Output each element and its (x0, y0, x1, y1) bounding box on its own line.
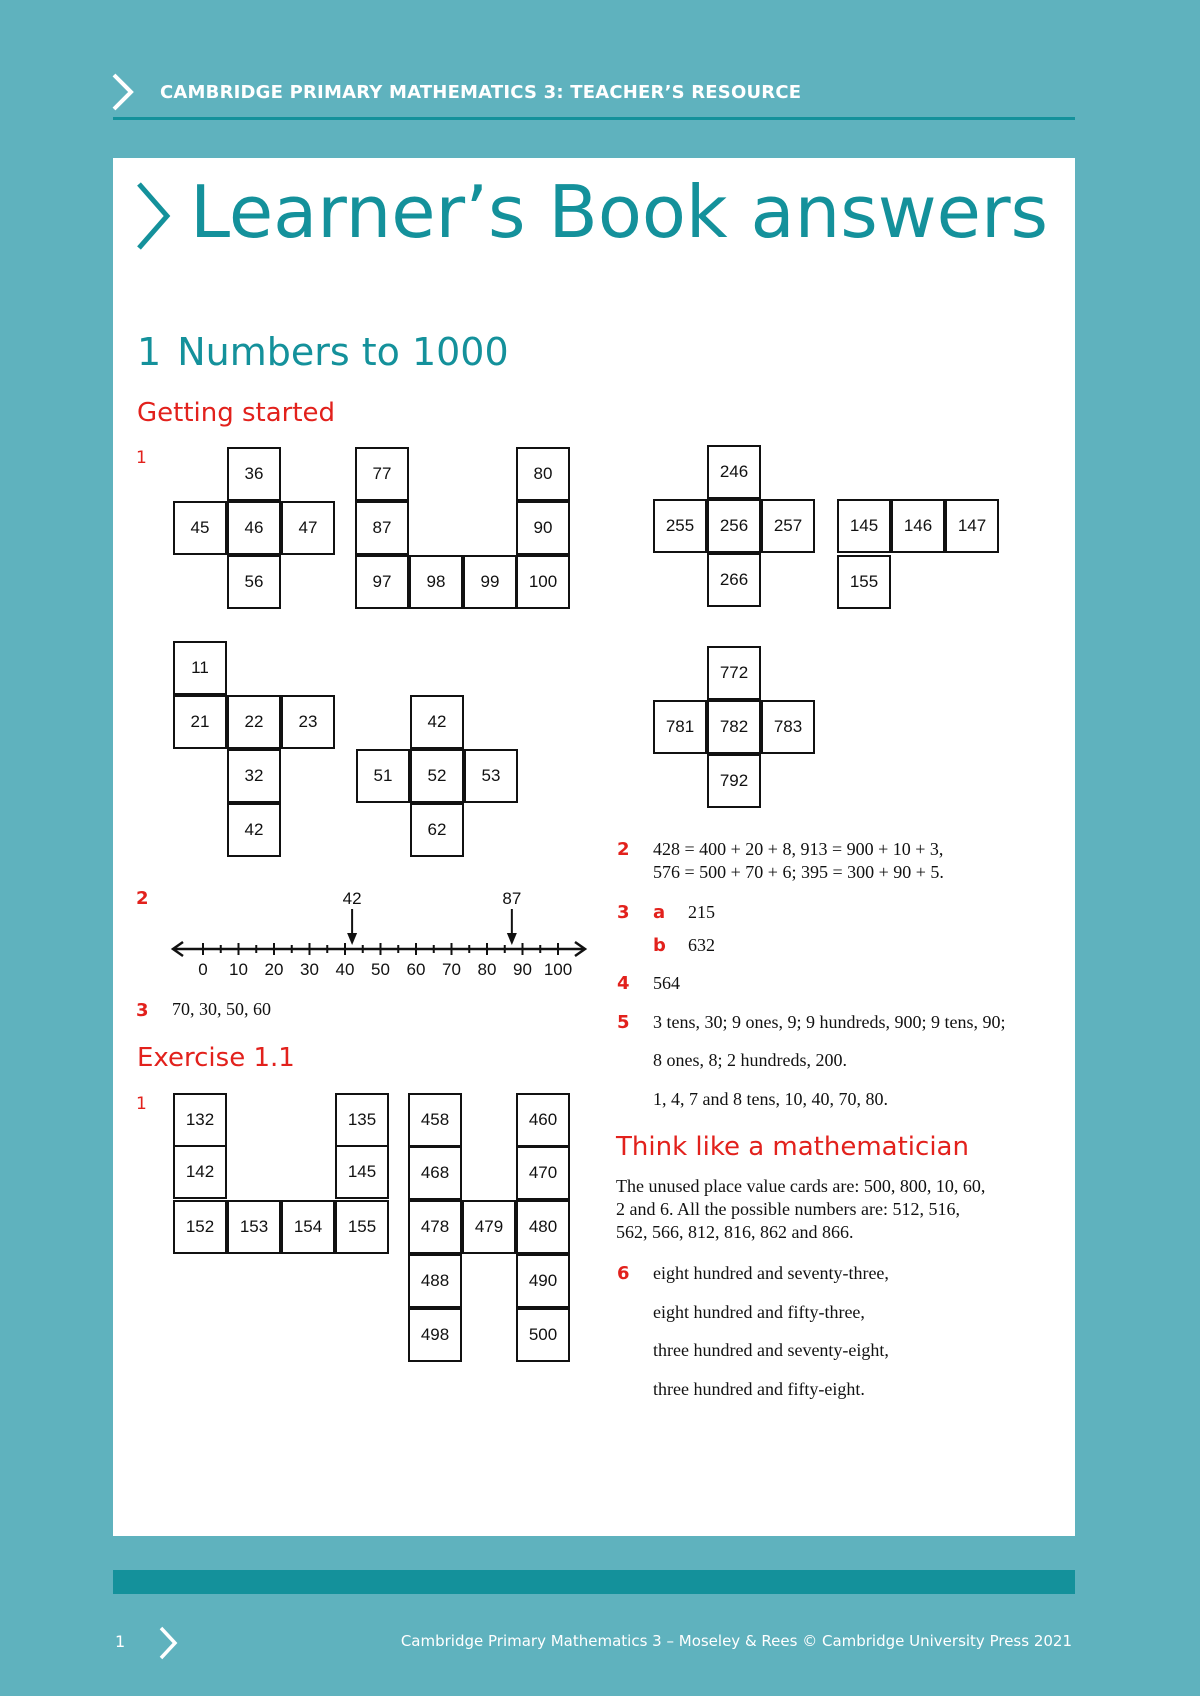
number-box: 154 (281, 1200, 335, 1254)
number-box: 479 (462, 1200, 516, 1254)
footer-credit: Cambridge Primary Mathematics 3 – Moseley & Rees © Cambridge University Press 2021 (400, 1632, 1072, 1650)
number-box: 490 (516, 1254, 570, 1308)
question-number: 2 (136, 888, 149, 909)
number-line-tick-label: 0 (198, 960, 208, 979)
question-number: 1 (136, 1094, 147, 1114)
answer-text: three hundred and fifty-eight. (653, 1379, 865, 1399)
number-box: 460 (516, 1093, 570, 1147)
number-box: 772 (707, 646, 761, 700)
arrow-head-icon (507, 933, 517, 945)
question-number: 4 (617, 973, 630, 994)
number-box: 500 (516, 1308, 570, 1362)
number-box: 132 (173, 1093, 227, 1147)
question-number: 2 (617, 839, 630, 860)
number-box: 87 (355, 501, 409, 555)
number-box: 155 (335, 1200, 389, 1254)
number-box: 56 (227, 555, 281, 609)
body-text: 2 and 6. All the possible numbers are: 512, 516, (616, 1199, 960, 1219)
number-line-tick-label: 40 (335, 960, 355, 979)
number-box: 458 (408, 1093, 462, 1147)
number-box: 498 (408, 1308, 462, 1362)
number-box: 23 (281, 695, 335, 749)
number-box: 146 (891, 499, 945, 553)
question-number: 3 (136, 1000, 149, 1021)
number-line (165, 885, 595, 985)
number-line-tick-label: 50 (371, 960, 390, 979)
number-box: 47 (281, 501, 335, 555)
page-number: 1 (115, 1632, 126, 1651)
number-box: 781 (653, 700, 707, 754)
section-think-like-a-mathematician: Think like a mathematician (616, 1132, 969, 1162)
body-text: The unused place value cards are: 500, 800, 10, 60, (616, 1176, 986, 1196)
number-box: 255 (653, 499, 707, 553)
number-box: 147 (945, 499, 999, 553)
number-box: 155 (837, 555, 891, 609)
number-line-marker-label: 87 (502, 889, 522, 908)
arrow-head-icon (347, 933, 357, 945)
number-line-tick-label: 30 (300, 960, 319, 979)
number-box: 488 (408, 1254, 462, 1308)
sub-question-label: b (653, 935, 666, 956)
number-box: 62 (410, 803, 464, 857)
answer-text: 3 tens, 30; 9 ones, 9; 9 hundreds, 900; 9 tens, 90; (653, 1012, 1006, 1032)
number-box: 98 (409, 555, 463, 609)
number-box: 42 (227, 803, 281, 857)
number-box: 145 (837, 499, 891, 553)
answer-text: 576 = 500 + 70 + 6; 395 = 300 + 90 + 5. (653, 862, 944, 882)
number-line-tick-label: 80 (477, 960, 497, 979)
answer-text: three hundred and seventy-eight, (653, 1340, 889, 1360)
number-box: 480 (516, 1200, 570, 1254)
number-box: 145 (335, 1145, 389, 1199)
number-box: 256 (707, 499, 761, 553)
number-box: 783 (761, 700, 815, 754)
number-line-tick-label: 70 (442, 960, 461, 979)
number-box: 32 (227, 749, 281, 803)
number-box: 266 (707, 553, 761, 607)
chevron-right-icon (110, 72, 136, 112)
number-box: 45 (173, 501, 227, 555)
number-box: 52 (410, 749, 464, 803)
number-box: 97 (355, 555, 409, 609)
number-box: 152 (173, 1200, 227, 1254)
header-title: CAMBRIDGE PRIMARY MATHEMATICS 3: TEACHER’S RESOURCE (160, 82, 802, 103)
header-rule (113, 117, 1075, 120)
number-box: 792 (707, 754, 761, 808)
number-line-tick-label: 90 (513, 960, 532, 979)
number-box: 11 (173, 641, 227, 695)
question-number: 6 (617, 1263, 630, 1284)
number-box: 53 (464, 749, 518, 803)
number-box: 22 (227, 695, 281, 749)
answer-text: 8 ones, 8; 2 hundreds, 200. (653, 1050, 847, 1070)
number-line-tick-label: 10 (229, 960, 248, 979)
number-box: 257 (761, 499, 815, 553)
number-box: 470 (516, 1146, 570, 1200)
page-title: Learner’s Book answers (190, 170, 1049, 254)
number-box: 99 (463, 555, 517, 609)
answer-text: 1, 4, 7 and 8 tens, 10, 40, 70, 80. (653, 1089, 888, 1109)
section-exercise-1-1: Exercise 1.1 (137, 1043, 295, 1073)
chevron-right-icon (158, 1625, 178, 1661)
number-line-tick-label: 20 (264, 960, 284, 979)
answer-text: 215 (688, 902, 715, 922)
number-box: 46 (227, 501, 281, 555)
number-line-tick-label: 60 (406, 960, 426, 979)
number-box: 782 (707, 700, 761, 754)
question-number: 5 (617, 1012, 630, 1033)
number-box: 468 (408, 1146, 462, 1200)
chapter-title: Numbers to 1000 (177, 330, 509, 374)
question-number: 3 (617, 902, 630, 923)
footer-bar (113, 1570, 1075, 1594)
body-text: 562, 566, 812, 816, 862 and 866. (616, 1222, 854, 1242)
number-box: 478 (408, 1200, 462, 1254)
answer-text: 428 = 400 + 20 + 8, 913 = 900 + 10 + 3, (653, 839, 944, 859)
answer-text: 564 (653, 973, 680, 993)
number-box: 77 (355, 447, 409, 501)
number-box: 153 (227, 1200, 281, 1254)
question-number: 1 (136, 448, 147, 468)
number-box: 36 (227, 447, 281, 501)
number-line-marker-label: 42 (342, 889, 362, 908)
number-box: 21 (173, 695, 227, 749)
chapter-number: 1 (137, 330, 162, 374)
number-box: 80 (516, 447, 570, 501)
section-getting-started: Getting started (137, 398, 336, 428)
number-box: 51 (356, 749, 410, 803)
chevron-right-icon (134, 180, 174, 252)
number-box: 135 (335, 1093, 389, 1147)
number-box: 142 (173, 1145, 227, 1199)
number-box: 100 (516, 555, 570, 609)
number-box: 90 (516, 501, 570, 555)
answer-text: 632 (688, 935, 715, 955)
number-box: 246 (707, 445, 761, 499)
answer-text: eight hundred and fifty-three, (653, 1302, 865, 1322)
sub-question-label: a (653, 902, 666, 923)
chapter-heading (137, 330, 509, 374)
answer-text: eight hundred and seventy-three, (653, 1263, 889, 1283)
answer-text: 70, 30, 50, 60 (172, 999, 271, 1019)
number-box: 42 (410, 695, 464, 749)
number-line-tick-label: 100 (543, 960, 573, 979)
